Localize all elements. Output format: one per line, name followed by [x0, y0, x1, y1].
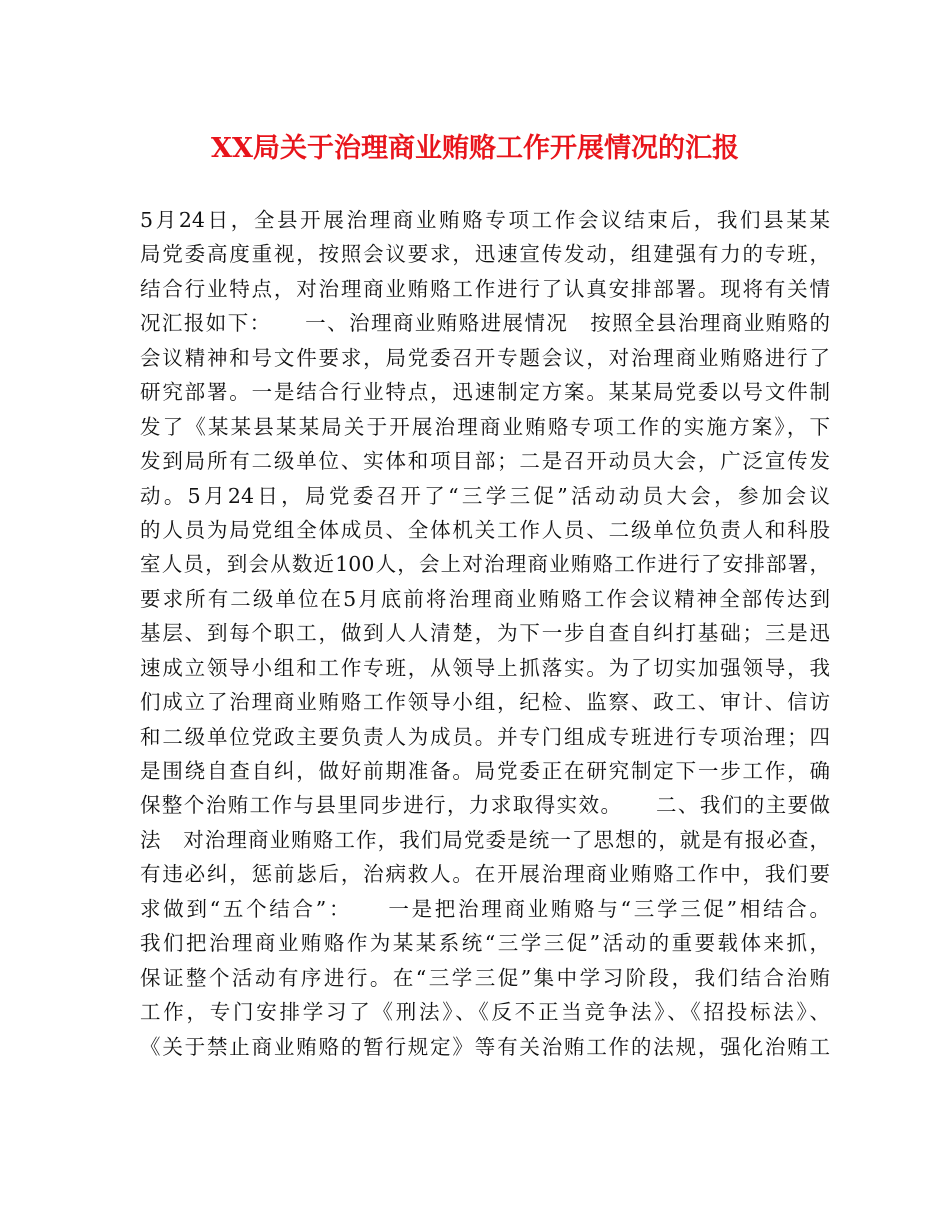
body-line: 发到局所有二级单位、实体和项目部；二是召开动员大会，广泛宣传发: [140, 449, 830, 474]
body-line: 5月24日，全县开展治理商业贿赂专项工作会议结束后，我们县某某: [140, 208, 830, 232]
body-line: 是围绕自查自纠，做好前期准备。局党委正在研究制定下一步工作，确: [140, 759, 830, 783]
body-line: 速成立领导小组和工作专班，从领导上抓落实。为了切实加强领导，我: [140, 655, 830, 680]
body-line: 基层、到每个职工，做到人人清楚，为下一步自查自纠打基础；三是迅: [140, 621, 830, 646]
document-title: XX局关于治理商业贿赂工作开展情况的汇报: [211, 133, 739, 164]
body-line: 求做到“五个结合”： 一是把治理商业贿赂与“三学三促”相结合。: [140, 896, 830, 921]
body-line: 们成立了治理商业贿赂工作领导小组，纪检、监察、政工、审计、信访: [140, 690, 830, 715]
body-line: 《关于禁止商业贿赂的暂行规定》等有关治贿工作的法规，强化治贿工: [140, 1034, 830, 1059]
body-line: 有违必纠，惩前毖后，治病救人。在开展治理商业贿赂工作中，我们要: [140, 862, 830, 887]
body-line: 工作，专门安排学习了《刑法》、《反不正当竞争法》、《招投标法》、: [140, 1000, 830, 1025]
body-line: 局党委高度重视，按照会议要求，迅速宣传发动，组建强有力的专班，: [140, 242, 830, 267]
body-line: 的人员为局党组全体成员、全体机关工作人员、二级单位负责人和科股: [140, 517, 830, 542]
body-line: 我们把治理商业贿赂作为某某系统“三学三促”活动的重要载体来抓，: [140, 931, 830, 956]
body-line: 发了《某某县某某局关于开展治理商业贿赂专项工作的实施方案》，下: [140, 414, 830, 439]
body-line: 保整个治贿工作与县里同步进行，力求取得实效。 二、我们的主要做: [140, 793, 830, 818]
body-line: 和二级单位党政主要负责人为成员。并专门组成专班进行专项治理；四: [140, 724, 830, 749]
body-line: 会议精神和号文件要求，局党委召开专题会议，对治理商业贿赂进行了: [140, 345, 830, 370]
body-line: 室人员，到会从数近100人，会上对治理商业贿赂工作进行了安排部署，: [140, 552, 830, 577]
body-line: 法 对治理商业贿赂工作，我们局党委是统一了思想的，就是有报必查，: [140, 827, 830, 852]
body-line: 结合行业特点，对治理商业贿赂工作进行了认真安排部署。现将有关情: [140, 276, 830, 301]
body-line: 况汇报如下： 一、治理商业贿赂进展情况 按照全县治理商业贿赂的: [140, 311, 830, 336]
body-line: 动。5月24日，局党委召开了“三学三促”活动动员大会，参加会议: [140, 483, 830, 508]
body-line: 要求所有二级单位在5月底前将治理商业贿赂工作会议精神全部传达到: [140, 586, 830, 611]
document-body: [140, 203, 830, 1064]
body-line: 保证整个活动有序进行。在“三学三促”集中学习阶段，我们结合治贿: [140, 965, 830, 990]
body-line: 研究部署。一是结合行业特点，迅速制定方案。某某局党委以号文件制: [140, 380, 830, 405]
